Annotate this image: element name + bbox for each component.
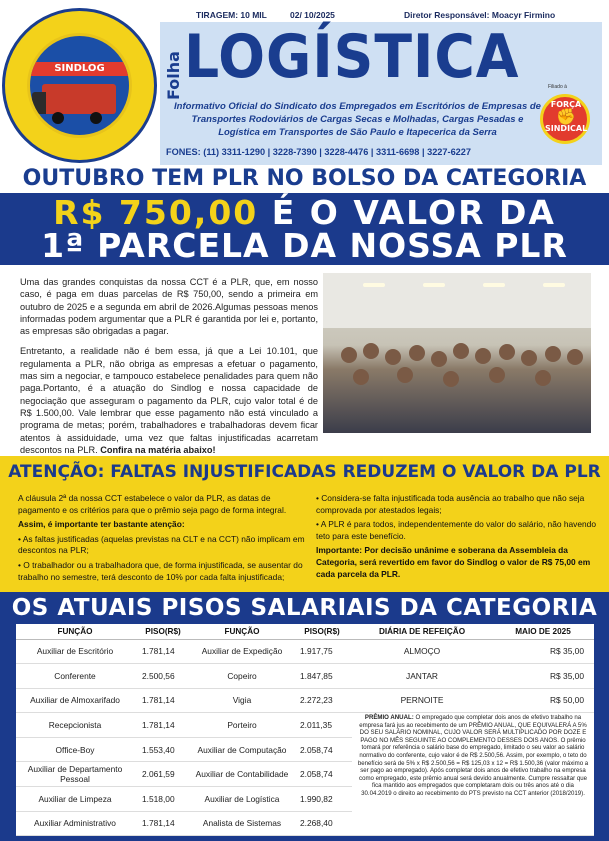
table-cell: Auxiliar de Logística bbox=[192, 787, 292, 812]
table-cell: Auxiliar de Computação bbox=[192, 737, 292, 762]
premio-label: PRÊMIO ANUAL: bbox=[364, 714, 414, 721]
table-cell: JANTAR bbox=[352, 664, 492, 689]
table-cell: 1.990,82 bbox=[292, 787, 352, 812]
director: Diretor Responsável: Moacyr Firmino bbox=[404, 10, 556, 20]
attention-section bbox=[0, 489, 609, 592]
pisos-panel bbox=[0, 624, 609, 841]
table-cell: Copeiro bbox=[192, 664, 292, 689]
table-cell: Auxiliar de Expedição bbox=[192, 639, 292, 664]
table-cell: 2.268,40 bbox=[292, 811, 352, 836]
attention-emphasis: Assim, é importante ter bastante atenção: bbox=[18, 519, 185, 530]
article-paragraph: Entretanto, a realidade não é bem essa, já que a Lei 10.101, que regulamenta a PLR, não obriga as empresas a efetuar o pagamento, mas sim a negociar, e tampouco estabelece penalidades para quem não paga.Portanto, é a atuação do Sindlog e nossa capacidade de negociação que asseguram o pagamento da PLR, cujo valor total é de R$ 1.500,00. Vale lembrar que esse pagamento não está vinculado a programa de metas; porém, trabalhadores e trabalhadoras devem ficar atentos à assiduidade, uma vez que faltas injustificadas acarretam descontos na PLR. bbox=[20, 346, 318, 455]
column-header: PISO(R$) bbox=[292, 624, 352, 639]
table-cell: 2.011,35 bbox=[292, 713, 352, 738]
table-header-row bbox=[16, 624, 594, 639]
table-cell: Conferente bbox=[16, 664, 134, 689]
table-cell: Auxiliar Administrativo bbox=[16, 811, 134, 836]
premio-text: O empregado que completar dois anos de efetivo trabalho na empresa fará jus ao recebimento de um PRÊMIO ANUAL, QUE EQUIVALERÁ A 5% DO SEU SALÁRIO NOMINAL, CUJO VALOR SERÁ MULTIPLICADO POR DOZE E PAGO NO MÊS SEGUINTE AO COMPLEMENTO DESSES DOIS ANOS. O prêmio tomará por referência o salário base do empregado, limitado o seu valor ao salário normativo do conferente, cujo valor é de R$ 2.500,56. Assim, por exemplo, o teto do benefício será de 5% x R$ 2.500,56 = R$ 125,03 x 12 = R$ 1.500,36 (valor máximo a ser pago ao empregado). Após completar dois anos de efetivo trabalho na empresa como empregado, este prêmio anual será devido anualmente. Cumpre ressaltar que fica mantido aos empregados que completaram dois ou três anos até o dia 30.04.2019 o direito ao recebimento do PTS previsto na CCT anterior (2018/2019). bbox=[357, 714, 589, 797]
column-header: PISO(R$) bbox=[134, 624, 192, 639]
logo-band: SINDLOG bbox=[30, 62, 129, 76]
table-cell: Auxiliar de Limpeza bbox=[16, 787, 134, 812]
column-header: DIÁRIA DE REFEIÇÃO bbox=[352, 624, 492, 639]
table-cell: Auxiliar de Almoxarifado bbox=[16, 688, 134, 713]
table-row bbox=[16, 664, 594, 689]
table-cell: 2.500,56 bbox=[134, 664, 192, 689]
table-cell: 2.058,74 bbox=[292, 762, 352, 787]
crowd bbox=[323, 343, 591, 433]
attention-text: A cláusula 2ª da nossa CCT estabelece o valor da PLR, as datas de pagamento e os critérios para que o prêmio seja pago de forma integral. bbox=[18, 493, 287, 515]
attention-important: Importante: Por decisão unânime e soberana da Assembleia da Categoria, será revertido em favor do Sindlog o valor de R$ 75,00 em cada parcela da PLR. bbox=[316, 545, 591, 579]
forca-caption: Filiado à bbox=[548, 84, 567, 90]
attention-title: ATENÇÃO: FALTAS INJUSTIFICADAS REDUZEM O VALOR DA PLR bbox=[0, 456, 609, 489]
headline-kicker: OUTUBRO TEM PLR NO BOLSO DA CATEGORIA bbox=[0, 165, 609, 193]
attention-bullet: • A PLR é para todos, independentemente do valor do salário, não havendo teto para este benefício. bbox=[316, 519, 596, 541]
forca-bottom: SINDICAL bbox=[545, 124, 588, 133]
table-cell: Auxiliar de Departamento Pessoal bbox=[16, 762, 134, 787]
table-cell: 1.917,75 bbox=[292, 639, 352, 664]
table-row bbox=[16, 688, 594, 713]
wheel-icon bbox=[52, 112, 64, 124]
column-header: MAIO DE 2025 bbox=[492, 624, 594, 639]
pisos-title: OS ATUAIS PISOS SALARIAIS DA CATEGORIA bbox=[0, 592, 609, 624]
column-header: FUNÇÃO bbox=[192, 624, 292, 639]
table-cell: Office-Boy bbox=[16, 737, 134, 762]
headline-box bbox=[0, 193, 609, 265]
table-cell: R$ 50,00 bbox=[492, 688, 594, 713]
headline-line1: É O VALOR DA bbox=[258, 193, 556, 232]
newspaper-subtitle: Informativo Oficial do Sindicato dos Empregados em Escritórios de Empresas de Transportes Rodoviários de Cargas Secas e Molhadas, Cargas Pesadas e Logística em Transportes de São Paulo e Itapecerica da Serra bbox=[174, 101, 541, 138]
table-cell: 1.518,00 bbox=[134, 787, 192, 812]
table-cell: 2.272,23 bbox=[292, 688, 352, 713]
table-cell: Analista de Sistemas bbox=[192, 811, 292, 836]
headline-line2: 1ª PARCELA DA NOSSA PLR bbox=[41, 226, 568, 265]
fist-icon: ✊ bbox=[556, 107, 576, 126]
table-cell: 1.781,14 bbox=[134, 811, 192, 836]
tiragem: TIRAGEM: 10 MIL bbox=[196, 10, 267, 20]
column-header: FUNÇÃO bbox=[16, 624, 134, 639]
newspaper-title: LOGÍSTICA bbox=[184, 22, 520, 92]
article-paragraph: Uma das grandes conquistas da nossa CCT é a PLR, que, em nosso caso, é paga em duas parcelas de R$ 750,00, sendo a primeira em outubro de 2025 e a segunda em abril de 2026.Algumas pessoas menos informadas podem argumentar que a PLR é garantida por lei e, portanto, as empresas são obrigadas a pagar. bbox=[20, 277, 318, 337]
table-cell: PERNOITE bbox=[352, 688, 492, 713]
table-cell: 1.781,14 bbox=[134, 639, 192, 664]
table-cell: 2.061,59 bbox=[134, 762, 192, 787]
table-cell: Recepcionista bbox=[16, 713, 134, 738]
phone-numbers: FONES: (11) 3311-1290 | 3228-7390 | 3228-4476 | 3311-6698 | 3227-6227 bbox=[166, 147, 472, 157]
assembly-photo bbox=[323, 273, 591, 433]
truck-icon bbox=[42, 84, 116, 114]
table-cell: 1.781,14 bbox=[134, 713, 192, 738]
folha-label: Folha bbox=[164, 51, 183, 100]
masthead bbox=[0, 0, 609, 165]
attention-bullet: • O trabalhador ou a trabalhadora que, de forma injustificada, se ausentar do trabalho no semestre, terá desconto de 10% por cada falta injustificada; bbox=[18, 559, 303, 582]
table-cell: R$ 35,00 bbox=[492, 664, 594, 689]
main-article bbox=[20, 276, 318, 464]
table-cell: Vigia bbox=[192, 688, 292, 713]
premio-anual-note bbox=[356, 714, 590, 834]
table-cell: Auxiliar de Escritório bbox=[16, 639, 134, 664]
attention-bullet: • As faltas justificadas (aquelas previstas na CLT e na CCT) não implicam em descontos na PLR; bbox=[18, 533, 305, 556]
wheel-icon bbox=[90, 112, 102, 124]
plr-amount: R$ 750,00 bbox=[53, 193, 259, 232]
attention-bullet: • Considera-se falta injustificada toda ausência ao trabalho que não seja comprovada por atestados legais; bbox=[316, 493, 585, 515]
forca-top: FORÇA bbox=[550, 100, 582, 109]
table-cell: 2.058,74 bbox=[292, 737, 352, 762]
table-cell: Porteiro bbox=[192, 713, 292, 738]
table-row bbox=[16, 639, 594, 664]
issue-date: 02/ 10/2025 bbox=[290, 10, 335, 20]
table-cell: 1.847,85 bbox=[292, 664, 352, 689]
table-cell: 1.553,40 bbox=[134, 737, 192, 762]
table-cell: ALMOÇO bbox=[352, 639, 492, 664]
sindlog-logo bbox=[2, 8, 157, 163]
table-cell: Auxiliar de Contabilidade bbox=[192, 762, 292, 787]
table-cell: R$ 35,00 bbox=[492, 639, 594, 664]
article-callout: Confira na matéria abaixo! bbox=[100, 444, 216, 455]
table-cell: 1.781,14 bbox=[134, 688, 192, 713]
